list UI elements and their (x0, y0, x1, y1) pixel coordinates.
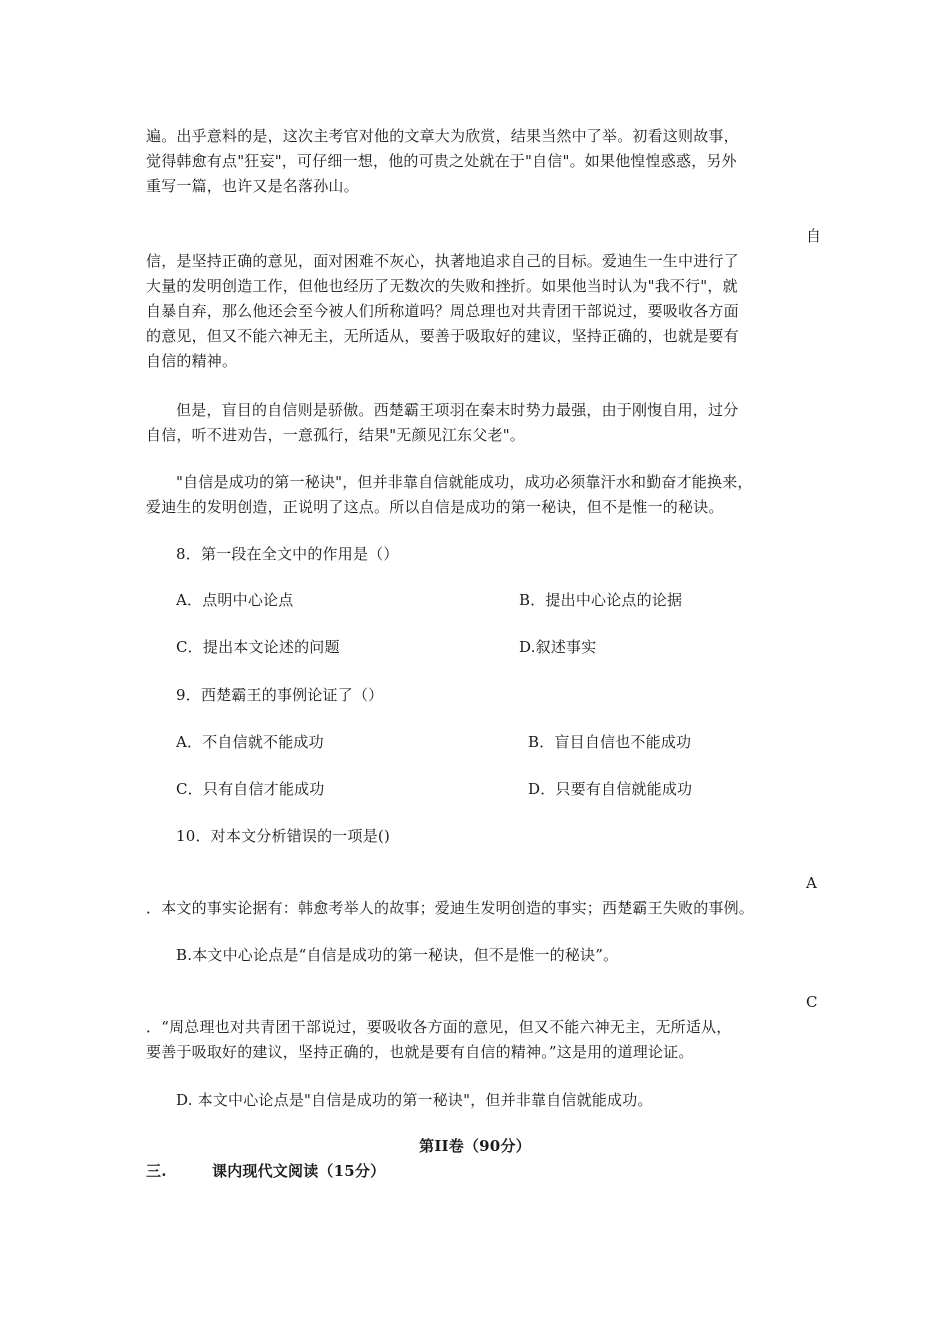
paragraph4-line2: 爱迪生的发明创造，正说明了这点。所以自信是成功的第一秘诀，但不是惟一的秘诀。 (146, 498, 724, 516)
q8-stem: 8．第一段在全文中的作用是（） (176, 545, 399, 563)
section-title: 第II卷（90分） (419, 1137, 531, 1155)
paragraph2-line3: 自暴自弃，那么他还会至今被人们所称道吗？周总理也对共青团干部说过，要吸收各方面 (146, 302, 739, 320)
q10-option-c-line2: 要善于吸取好的建议，坚持正确的，也就是要有自信的精神。”这是用的道理论证。 (146, 1043, 694, 1061)
paragraph4-line1: "自信是成功的第一秘诀"，但并非靠自信就能成功，成功必须靠汗水和勤奋才能换来， (176, 473, 753, 491)
paragraph3-line1: 但是，盲目的自信则是骄傲。西楚霸王项羽在秦末时势力最强，由于刚愎自用，过分 (176, 401, 739, 419)
paragraph2-line4: 的意见，但又不能六神无主，无所适从，要善于吸取好的建议，坚持正确的，也就是要有 (146, 327, 739, 345)
paragraph2-line1: 信，是坚持正确的意见，面对困难不灰心，执著地追求自己的目标。爱迪生一生中进行了 (146, 252, 739, 270)
q10-option-a: ．本文的事实论据有：韩愈考举人的故事；爱迪生发明创造的事实；西楚霸王失败的事例。 (146, 899, 755, 917)
section3-title: 课内现代文阅读（15分） (212, 1162, 386, 1180)
paragraph2-line5: 自信的精神。 (146, 352, 238, 370)
q8-option-d: D.叙述事实 (519, 638, 597, 656)
q9-option-a: A．不自信就不能成功 (176, 733, 324, 751)
paragraph3-line2: 自信，听不进劝告，一意孤行，结果"无颜见江东父老"。 (146, 426, 526, 444)
paragraph2-lead: 自 (806, 227, 822, 245)
q9-stem: 9．西楚霸王的事例论证了（） (176, 686, 384, 704)
paragraph1-line1: 遍。出乎意料的是，这次主考官对他的文章大为欣赏，结果当然中了举。初看这则故事， (146, 127, 739, 145)
q8-option-a: A．点明中心论点 (176, 591, 294, 609)
section3-number: 三. (146, 1162, 167, 1180)
q10-option-c-line1: ．“周总理也对共青团干部说过，要吸收各方面的意见，但又不能六神无主，无所适从， (146, 1018, 732, 1036)
paragraph1-line3: 重写一篇，也许又是名落孙山。 (146, 177, 359, 195)
q8-option-c: C．提出本文论述的问题 (176, 638, 340, 656)
q10-option-a-lead: A (806, 874, 818, 892)
q10-option-b: B.本文中心论点是“自信是成功的第一秘诀，但不是惟一的秘诀”。 (176, 946, 619, 964)
q10-stem: 10．对本文分析错误的一项是() (176, 827, 390, 845)
q9-option-d: D．只要有自信就能成功 (528, 780, 693, 798)
paragraph2-line2: 大量的发明创造工作，但他也经历了无数次的失败和挫折。如果他当时认为"我不行"，就 (146, 277, 738, 295)
q10-option-c-lead: C (806, 993, 818, 1011)
paragraph1-line2: 觉得韩愈有点"狂妄"，可仔细一想，他的可贵之处就在于"自信"。如果他惶惶惑惑，另外 (146, 152, 737, 170)
q8-option-b: B．提出中心论点的论据 (519, 591, 683, 609)
q10-option-d: D. 本文中心论点是"自信是成功的第一秘诀"，但并非靠自信就能成功。 (176, 1091, 653, 1109)
q9-option-b: B．盲目自信也不能成功 (528, 733, 692, 751)
q9-option-c: C．只有自信才能成功 (176, 780, 325, 798)
